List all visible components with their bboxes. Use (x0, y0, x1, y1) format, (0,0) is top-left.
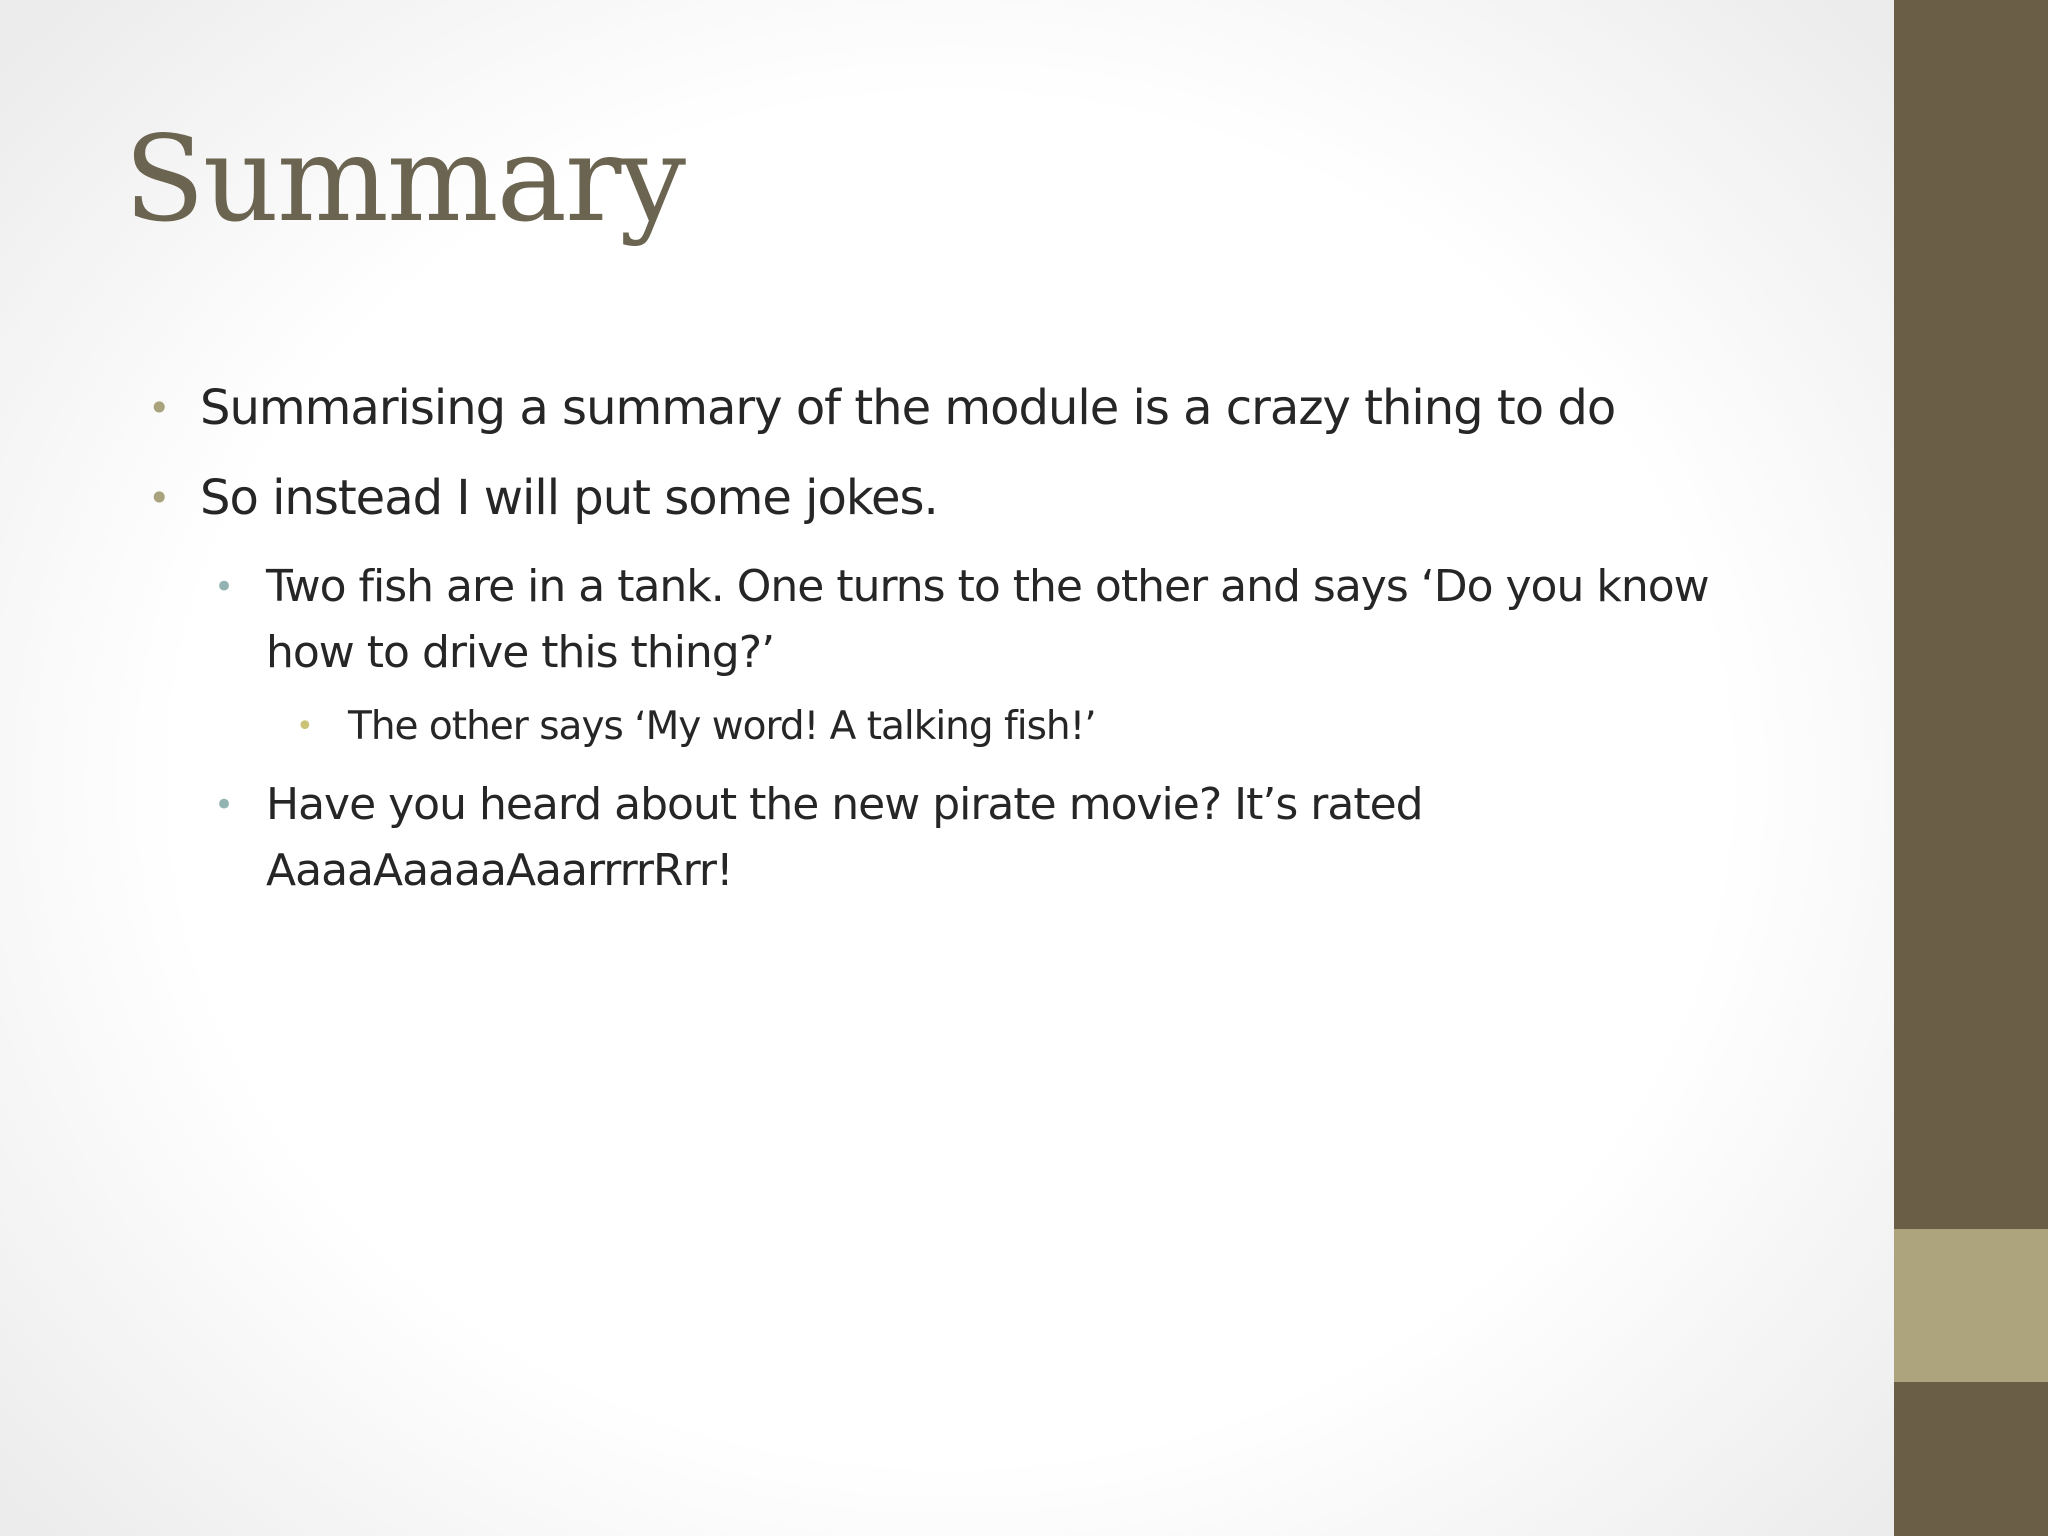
sub-bullet-text: Two fish are in a tank. One turns to the other and says ‘Do you know how to drive this thing?’ (266, 561, 1709, 678)
bullet-list (148, 374, 1748, 916)
sub-bullet-text: Have you heard about the new pirate movie? It’s rated AaaaAaaaaAaarrrrRrr! (266, 779, 1423, 896)
sidebar-accent-block (1894, 1229, 2048, 1382)
bullet-item-jokes-intro (148, 464, 1748, 532)
sub-sub-bullet-punchline (296, 698, 1748, 756)
slide-title: Summary (124, 110, 685, 248)
bullet-text: Summarising a summary of the module is a crazy thing to do (200, 380, 1616, 436)
sub-bullet-fish-joke (214, 554, 1746, 686)
bullet-dot-icon: • (214, 567, 234, 607)
bullet-dot-icon: • (148, 476, 170, 520)
bullet-text: So instead I will put some jokes. (200, 470, 938, 526)
sub-sub-bullet-text: The other says ‘My word! A talking fish!’ (348, 704, 1096, 749)
bullet-item-summarising (148, 374, 1748, 442)
right-sidebar-band (1894, 0, 2048, 1536)
bullet-dot-icon: • (214, 785, 234, 825)
bullet-dot-icon: • (148, 386, 170, 430)
bullet-dot-icon: • (296, 709, 313, 744)
sub-bullet-pirate-joke (214, 772, 1746, 904)
